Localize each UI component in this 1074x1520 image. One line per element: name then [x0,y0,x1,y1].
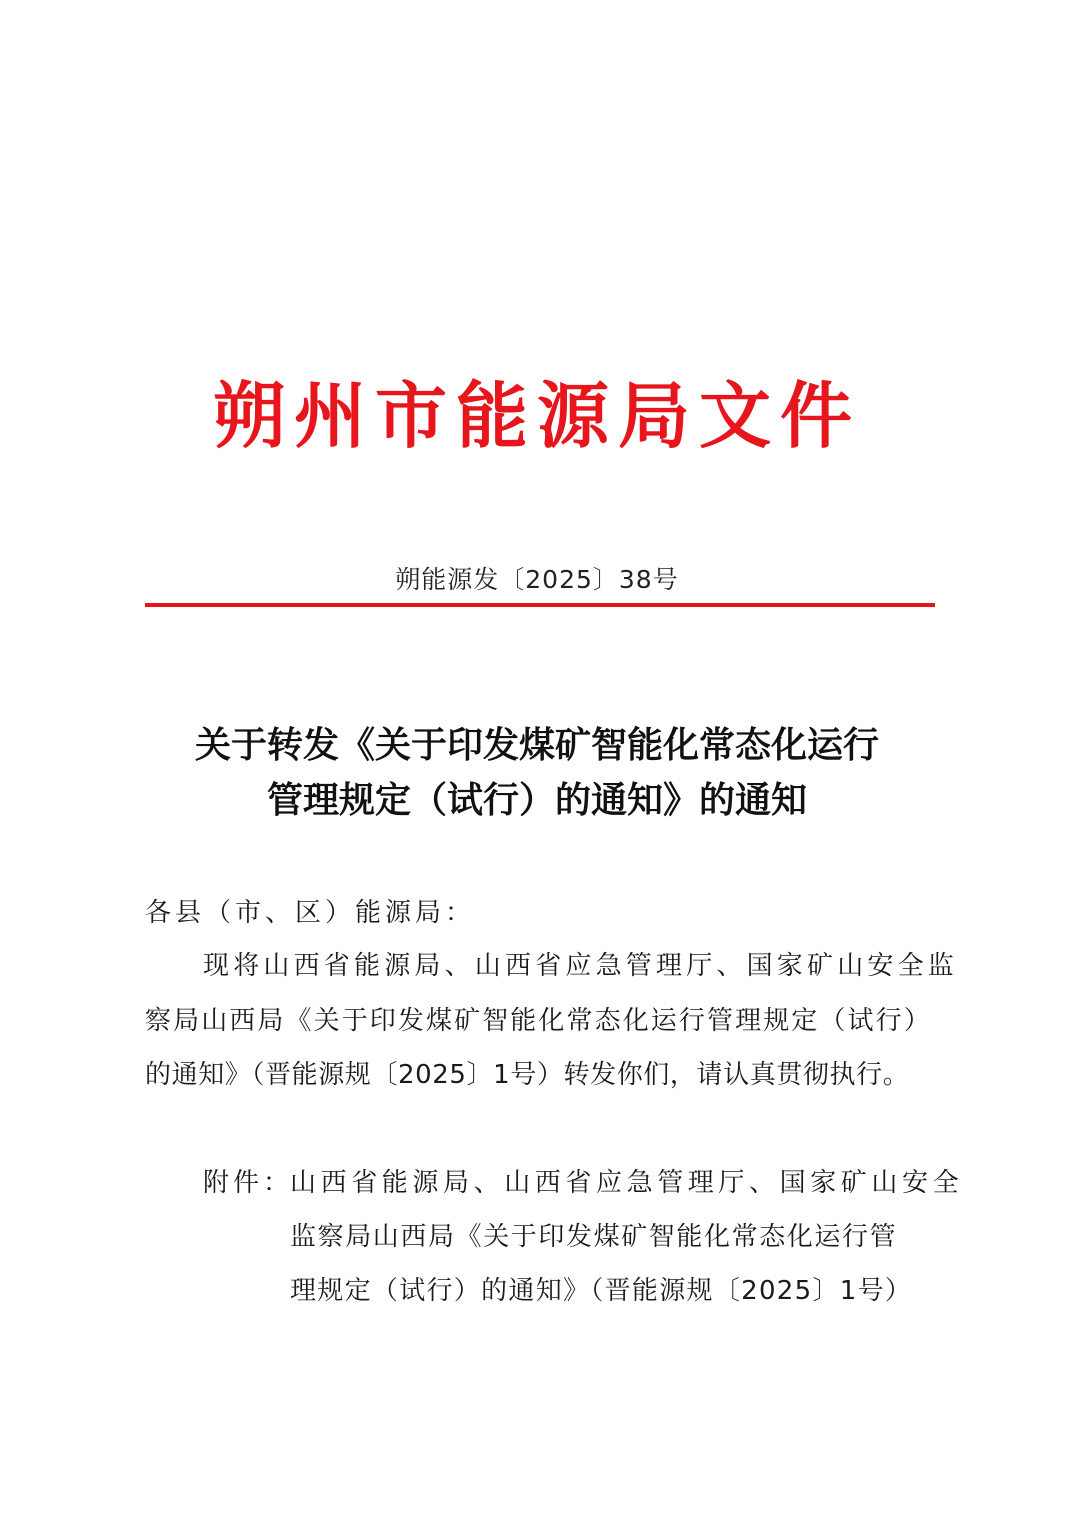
body-paragraph-line-3: 的通知》（晋能源规〔2025〕1号）转发你们，请认真贯彻执行。 [145,1060,910,1090]
attachment-label: 附件： [203,1168,294,1198]
attachment-line-3: 理规定（试行）的通知》（晋能源规〔2025〕1号） [290,1276,913,1306]
body-paragraph-line-1: 现将山西省能源局、山西省应急管理厅、国家矿山安全监 [203,951,959,981]
attachment-line-1: 山西省能源局、山西省应急管理厅、国家矿山安全 [290,1168,964,1198]
body-paragraph-line-2: 察局山西局《关于印发煤矿智能化常态化运行管理规定（试行） [145,1006,932,1036]
issuer-masthead: 朔州市能源局文件 [212,373,861,458]
red-separator-line [145,603,935,607]
document-title-line-2: 管理规定（试行）的通知》的通知 [266,779,807,821]
document-number: 朔能源发〔2025〕38号 [395,565,679,594]
attachment-line-2: 监察局山西局《关于印发煤矿智能化常态化运行管 [290,1222,898,1252]
salutation: 各县（市、区）能源局： [145,898,476,928]
document-title-line-1: 关于转发《关于印发煤矿智能化常态化运行 [194,724,879,766]
